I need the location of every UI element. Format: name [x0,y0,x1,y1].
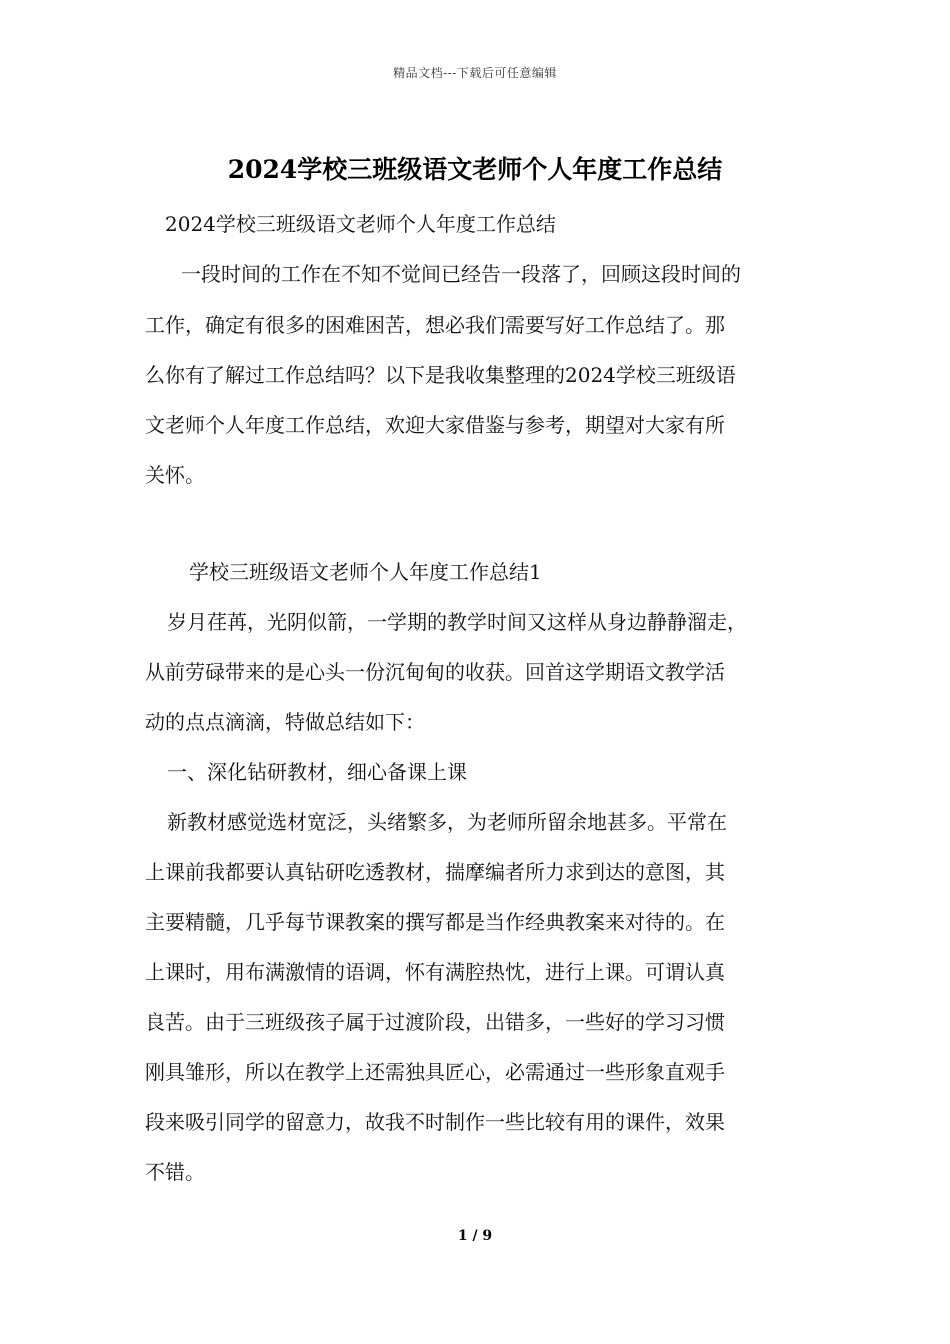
paragraph-line: 主要精髓，几乎每节课教案的撰写都是当作经典教案来对待的。在 [145,910,725,934]
intro-line: 么你有了解过工作总结吗？以下是我收集整理的2024学校三班级语 [145,363,736,387]
paragraph-line: 岁月荏苒，光阴似箭，一学期的教学时间又这样从身边静静溜走， [167,610,747,634]
paragraph-line: 动的点点滴滴，特做总结如下： [145,710,425,734]
subtitle: 2024学校三班级语文老师个人年度工作总结 [165,212,556,236]
section-title: 学校三班级语文老师个人年度工作总结1 [189,560,542,584]
intro-line: 关怀。 [145,463,205,487]
paragraph-line: 刚具雏形，所以在教学上还需独具匠心，必需通过一些形象直观手 [145,1060,725,1084]
paragraph-line: 上课时，用布满激情的语调，怀有满腔热忱，进行上课。可谓认真 [145,960,725,984]
paragraph-line: 不错。 [145,1160,205,1184]
intro-line: 工作，确定有很多的困难困苦，想必我们需要写好工作总结了。那 [145,313,725,337]
header-note: 精品文档---下载后可任意编辑 [393,66,557,80]
page-number: 1 / 9 [457,1228,493,1244]
document-title: 2024学校三班级语文老师个人年度工作总结 [227,155,723,184]
section-heading: 一、深化钻研教材，细心备课上课 [167,760,467,784]
intro-line: 一段时间的工作在不知不觉间已经告一段落了，回顾这段时间的 [181,262,741,286]
paragraph-line: 新教材感觉选材宽泛，头绪繁多，为老师所留余地甚多。平常在 [167,810,727,834]
paragraph-line: 从前劳碌带来的是心头一份沉甸甸的收获。回首这学期语文教学活 [145,660,725,684]
paragraph-line: 良苦。由于三班级孩子属于过渡阶段，出错多，一些好的学习习惯 [145,1010,725,1034]
paragraph-line: 上课前我都要认真钻研吃透教材，揣摩编者所力求到达的意图，其 [145,860,725,884]
intro-line: 文老师个人年度工作总结，欢迎大家借鉴与参考，期望对大家有所 [145,413,725,437]
paragraph-line: 段来吸引同学的留意力，故我不时制作一些比较有用的课件，效果 [145,1110,725,1134]
